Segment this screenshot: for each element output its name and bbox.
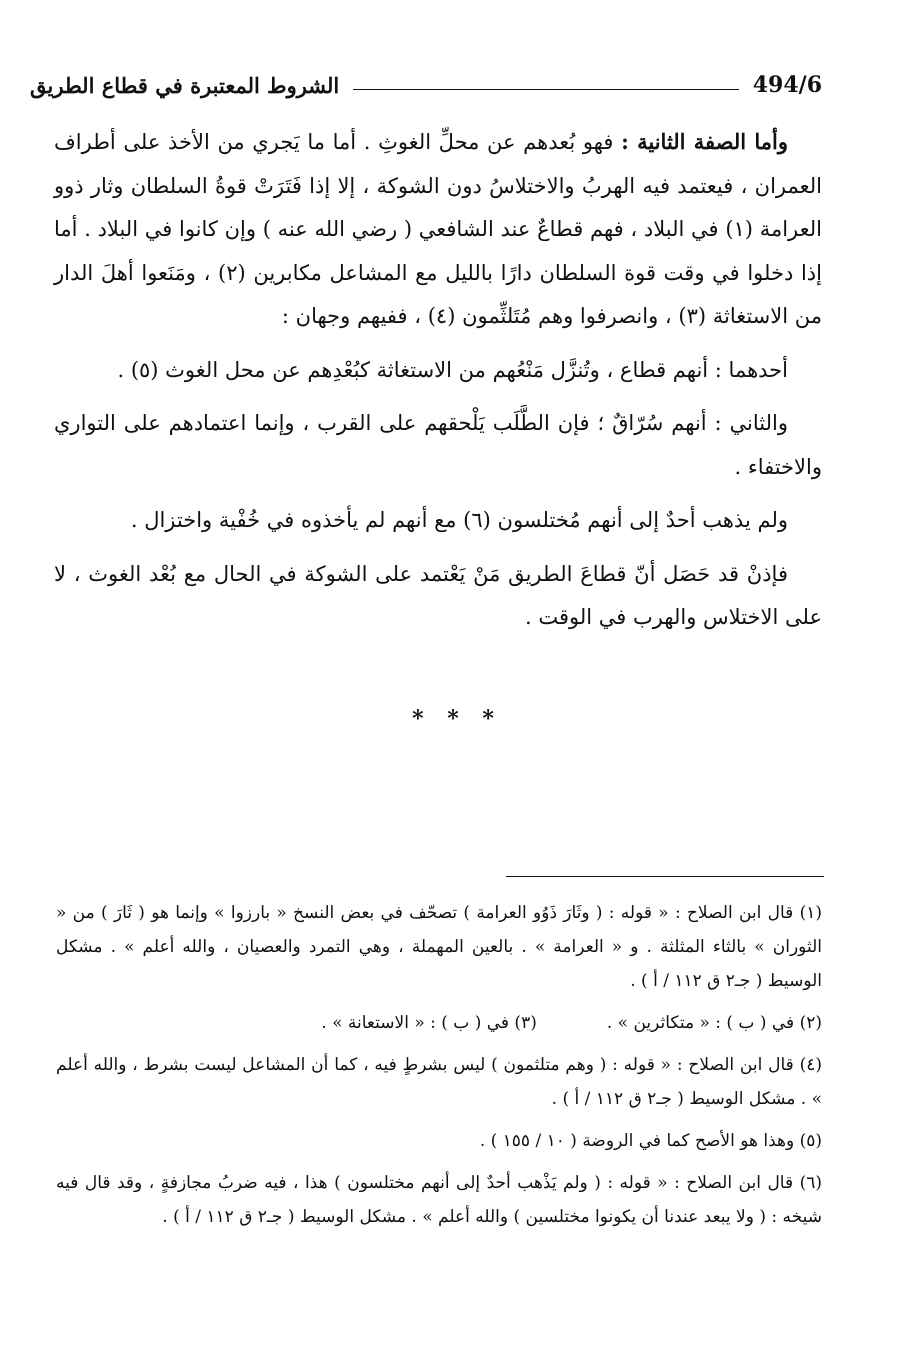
footnote-2: (٢) في ( ب ) : « متكاثرين » . <box>606 1013 822 1033</box>
footnote-5: (٥) وهذا هو الأصح كما في الروضة ( ١٠ / ١٥٥ ) . <box>479 1131 822 1151</box>
page-number: 494/6 <box>752 72 822 98</box>
footnote-1: (١) قال ابن الصلاح : « قوله : ( وثَارَ ذَوُو العرامة ) تصحّف في بعض النسخ « بارزوا » وإنما هو ( ثَارَ ) من « الثوران » بالثاء المثلثة . و « العرامة » . بالعين المهملة ، وهي التمرد والعصيان ، والله أعلم » . مشكل الوسيط ( جـ٢ ق ١١٢ / أ ) . <box>56 903 822 991</box>
page-header <box>30 58 822 98</box>
footnote-row-2-3 <box>56 1006 822 1040</box>
running-title: الشروط المعتبرة في قطاع الطريق <box>30 73 340 98</box>
paragraph-2: أحدهما : أنهم قطاع ، وتُنزَّل مَنْعُهم من الاستغاثة كبُعْدِهم عن محل الغوث (٥) . <box>117 357 788 382</box>
footnote-3: (٣) في ( ب ) : « الاستعانة » . <box>321 1013 537 1033</box>
paragraph-5: فإذنْ قد حَصَل أنّ قطاعَ الطريق مَنْ يَعْتمد على الشوكة في الحال مع بُعْد الغوث ، لا على الاختلاس والهرب في الوقت . <box>54 561 822 629</box>
paragraph-3: والثاني : أنهم سُرّاقٌ ؛ فإن الطَّلَب يَلْحقهم على القرب ، وإنما اعتمادهم على التواري والاختفاء . <box>54 411 822 479</box>
footnote-6: (٦) قال ابن الصلاح : « قوله : ( ولم يَذْهب أحدٌ إلى أنهم مختلسون ) هذا ، فيه ضربُ مجازفةٍ ، وقد قال فيه شيخه : ( ولا يبعد عندنا أن يكونوا مختلسين ) والله أعلم » . مشكل الوسيط ( جـ٢ ق ١١٢ / أ ) . <box>56 1173 822 1227</box>
footnote-rule <box>506 876 824 877</box>
footnotes <box>56 896 822 1242</box>
paragraph-4: ولم يذهب أحدٌ إلى أنهم مُختلسون (٦) مع أنهم لم يأخذوه في خُفْية واختزال . <box>130 508 788 532</box>
header-rule <box>353 89 738 90</box>
main-text <box>54 120 822 650</box>
section-separator: * * * <box>412 706 502 732</box>
paragraph-1 <box>54 120 822 339</box>
footnote-4: (٤) قال ابن الصلاح : « قوله : ( وهم متلثمون ) ليس بشرطٍ فيه ، كما أن المشاعل ليست بشرط ، والله أعلم » . مشكل الوسيط ( جـ٢ ق ١١٢ / أ ) . <box>56 1055 822 1109</box>
paragraph-lead: وأما الصفة الثانية : <box>621 129 788 154</box>
paragraph-text: فهو بُعدهم عن محلِّ الغوثِ . أما ما يَجري من الأخذ على أطراف العمران ، فيعتمد فيه الهربُ والاختلاسُ دون الشوكة ، إلا إذا فَتَرَتْ قوةُ السلطان وثار ذوو العرامة (١) في البلاد ، فهم قطاعٌ عند الشافعي ( رضي الله عنه ) وإن كانوا في البلاد . أما إذا دخلوا في وقت قوة السلطان دارًا بالليل مع المشاعل مكابرين (٢) ، ومَنَعوا أهلَ الدار من الاستغاثة (٣) ، وانصرفوا وهم مُتَلثِّمون (٤) ، ففيهم وجهان : <box>54 130 822 328</box>
